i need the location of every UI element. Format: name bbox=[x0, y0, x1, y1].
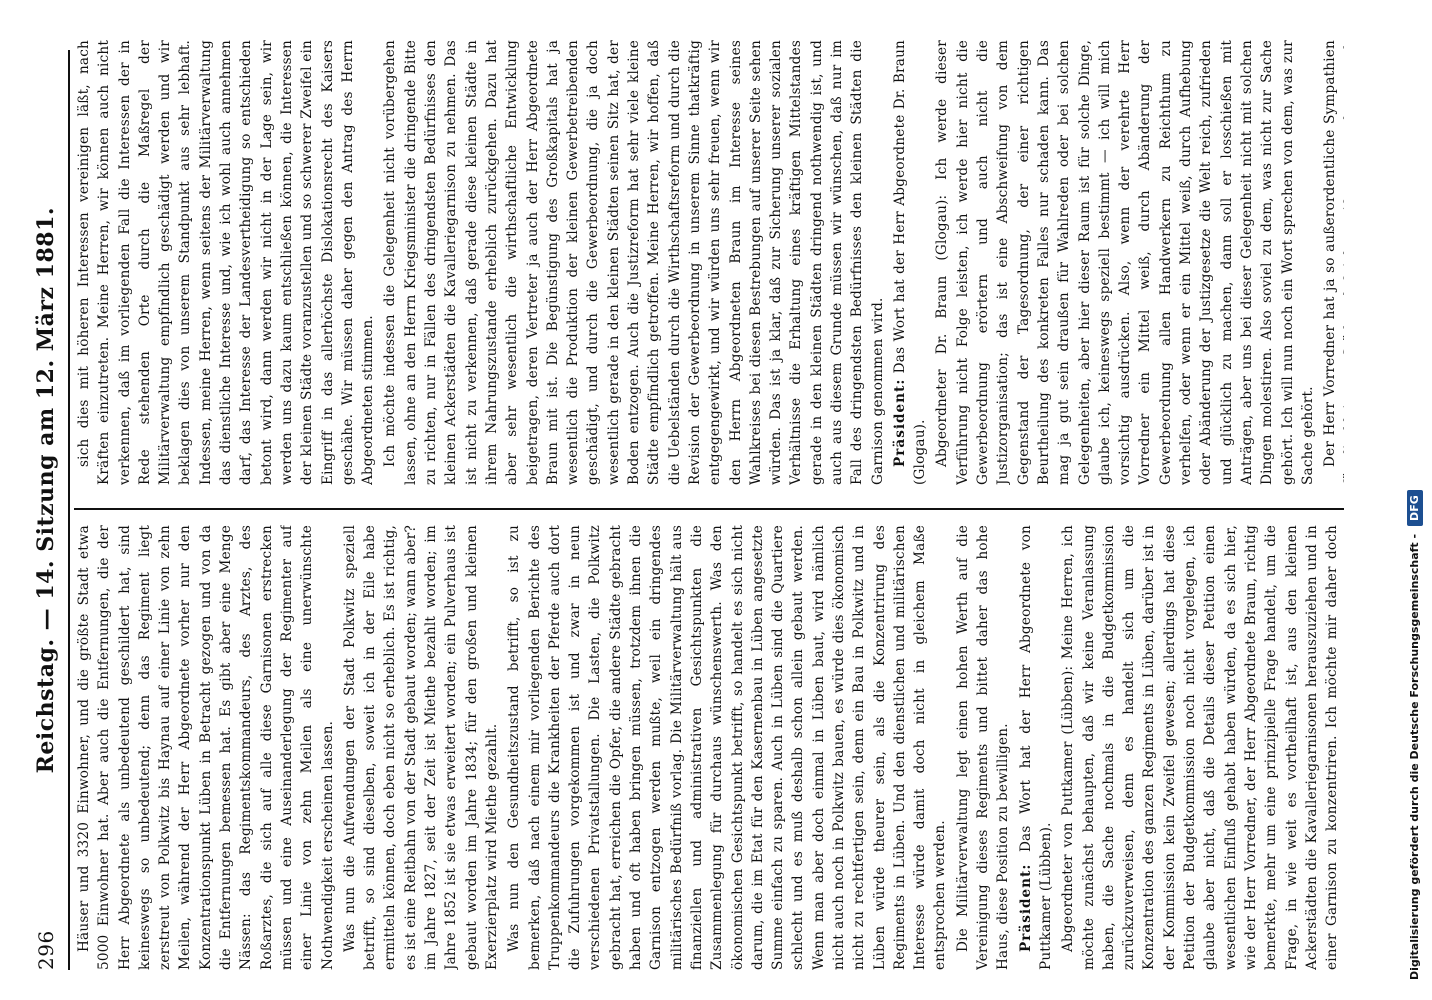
page-number: 296 bbox=[34, 930, 58, 970]
funding-note bbox=[1404, 20, 1426, 980]
paragraph: Was nun die Aufwendungen der Stadt Polkwitz speziell betrifft, so sind dieselben, soweit ich in der Eile habe ermitteln können, doch eben nicht so erheblich. Es ist richtig, es ist eine Reitbahn von der Stadt gebaut worden; wann aber? im Jahre 1827, seit der Zeit ist Miethe bezahlt worden; im Jahre 1852 ist sie etwas erweitert worden; ein Pulverhaus ist gebaut worden im Jahre 1834; für den großen und kleinen Exerzierplatz wird Miethe gezahlt. bbox=[341, 525, 500, 970]
president-label: Präsident: bbox=[891, 378, 908, 467]
paragraph: Häuser und 3320 Einwohner, und die größte Stadt etwa 5000 Einwohner hat. Aber auch die Entfernungen, die der Herr Abgeordnete als unbedeutend geschildert hat, sind keineswegs so unbedeutend; denn das Regiment liegt zerstreut von Polkwitz bis Haynau auf einer Linie von zehn Meilen, während der Herr Abgeordnete vorher nur den Konzentrationspunkt Lüben in Betracht gezogen und von da die Entfernungen bemessen hat. Es gibt aber eine Menge Nässen: das Regimentskommandeurs, des Arztes, des Roßarztes, die sich auf alle diese Garnisonen erstrecken müssen und eine Auseinanderlegung der Regimenter auf einer Linie von zehn Meilen als eine unerwünschte Nothwendigkeit erscheinen lassen. bbox=[76, 525, 336, 970]
paragraph: Der Herr Vorredner hat ja so außerordentliche Sympathien bbox=[1322, 40, 1339, 467]
paragraph: Ich möchte indessen die Gelegenheit nicht vorübergehen lassen, ohne an den Herrn Kriegsminister die dringende Bitte zu richten, nur in Fällen des dringendsten Bedürfnisses den kleinen Ackerstädten die Kavalleriegarnison zu nehmen. Das ist nicht zu verkennen, daß gerade diese kleinen Städte in ihrem Nahrungszustande erheblich zurückgehen. Dazu hat aber sehr wesentlich die wirthschaftliche Entwicklung beigetragen, deren Vertreter ja auch der Herr Abgeordnete Braun mit ist. Die Begünstigung des Großkapitals hat ja wesentlich die Produktion der kleinen Gewerbetreibenden geschädigt, und durch die Gewerbeordnung, die ja doch wesentlich gerade in den kleinen Städten seinen Sitz hat, der Boden entzogen. Auch die Justizreform hat sehr viele kleine Städte empfindlich getroffen. Meine Herren, wir hoffen, daß die Uebelständen durch die Wirthschaftsreform und durch die Revision der Gewerbeordnung in unserem Sinne thatkräftig entgegengewirkt, und wir würden uns sehr freuen, wenn wir den Herrn Abgeordneten Braun im Interesse seines Wahlkreises bei diesen Bestrebungen auf unserer Seite sehen würden. Das ist ja klar, daß zur Sicherung unserer sozialen Verhältnisse die Erhaltung eines kräftigen Mittelstandes gerade in den kleinen Städten dringend nothwendig ist, und auch aus diesem Grunde müssen wir wünschen, daß nur im Fall des dringendsten Bedürfnisses den kleinen Städten die Garnison genommen wird. bbox=[382, 40, 886, 485]
header-rule bbox=[68, 50, 70, 970]
president-text: Das Wort hat der Herr Abgeordnete von Puttkamer (Lübben). bbox=[1017, 525, 1054, 970]
funding-text: Digitalisierung gefördert durch die Deutsche Forschungsgemeinschaft - bbox=[1408, 533, 1421, 980]
paragraph: Die Militärverwaltung legt einen hohen Werth auf die Vereinigung dieses Regiments und bittet daher das hohe Haus, diese Position zu bewilligen. bbox=[954, 525, 1012, 970]
president-paragraph bbox=[1016, 525, 1057, 970]
left-column bbox=[74, 525, 1344, 970]
president-text: Das Wort hat der Herr Abgeordnete Dr. Braun (Glogau). bbox=[891, 40, 929, 485]
column-rule bbox=[74, 508, 1344, 510]
dfg-logo: DFG bbox=[1407, 490, 1423, 526]
right-column bbox=[74, 40, 1344, 485]
paragraph: Was nun den Gesundheitszustand betrifft, so ist zu bemerken, daß nach einem mir vorliegenden Berichte des Truppenkommandeurs die Krankheiten der Pferde auch dort die Zufuhrungen vorgekommen ist und zwar in neun verschiedenen Privatstallungen. Die Lasten, die Polkwitz gebracht hat, erreichen die Opfer, die andere Städte gebracht haben und oft haben bringen müssen, trotzdem ihnen die Garnison entzogen werden mußte, weil ein dringendes militärisches Bedürfniß vorlag. Die Militärverwaltung hält aus finanziellen und administrativen Gesichtspunkten die Zusammenlegung für durchaus wünschenswerth. Was den ökonomischen Gesichtspunkt betrifft, so handelt es sich nicht darum, die im Etat für den Kasernenbau in Lüben angesetzte Summe einfach zu sparen. Auch in Lüben sind die Quartiere schlecht und es muß deshalb schon allein gebaut werden. Wenn man aber doch einmal in Lüben baut, wird nämlich nicht auch noch in Polkwitz bauen, es würde dies ökonomisch nicht zu rechtfertigen sein, denn ein Bau in Polkwitz und in Lüben würde theurer sein, als die Konzentrirung des Regiments in Lüben. Und den dienstlichen und militärischen Interesse würde damit doch nicht in gleichem Maße entsprochen werden. bbox=[506, 525, 949, 970]
president-label: Präsident: bbox=[1017, 863, 1034, 952]
paragraph: sich dies mit höheren Interessen vereinigen läßt, nach Kräften einzutreten. Meine Herren, wir können auch nicht verkennen, daß im vorliegenden Fall die Interessen der in Rede stehenden Orte durch die Maßregel der Militärverwaltung empfindlich geschädigt werden und wir beklagen dies von unserem Standpunkt aus sehr lebhaft. Indessen, meine Herren, wenn seitens der Militärverwaltung das dienstliche Interesse und, wie ich wohl auch annehmen darf, das Interesse der Landesvertheidigung so entschieden betont wird, dann werden wir nicht in der Lage sein, wir werden uns dazu kaum entschließen können, die Interessen der kleinen Städte voranzustellen und so schwerer Zweifel ein Eingriff in das allerhöchste Dislokationsrecht des Kaisers geschähe. Wir müssen daher gegen den Antrag des Herrn Abgeordneten stimmen. bbox=[76, 40, 377, 485]
paragraph: Abgeordneter von Puttkamer (Lübben): Meine Herren, ich möchte zunächst behaupten, daß wir keine Veranlassung haben, die Sache nochmals in die Budgetkommission zurückzuverweisen, denn es handelt sich um die Konzentration des ganzen Regiments in Lüben, darüber ist in der Kommission kein Zweifel gewesen; allerdings hat diese Petition der Budgetkommission noch nicht vorgelegen, ich glaube aber nicht, daß die Details dieser Petition einen wesentlichen Einfluß gehabt haben würden, da es sich hier, wie der Herr Vorredner, der Herr Abgeordnete Braun, richtig bemerkte, mehr um eine prinzipielle Frage handelt, um die Frage, in wie weit es vortheilhaft ist, aus den kleinen Ackerstädten die Kavalleriegarnisonen herauszuziehen und in einer Garnison zu konzentriren. Ich möchte mir daher doch bbox=[1060, 525, 1341, 970]
page-header bbox=[26, 50, 66, 970]
paragraph: Abgeordneter Dr. Braun (Glogau): Ich werde dieser Verführung nicht Folge leisten, ich werde hier nicht die Gewerbeordnung erörtern und auch nicht die Justizorganisation; das ist eine Abschweifung von dem Gegenstand der Tagesordnung, der einer richtigen Beurtheilung des konkreten Falles nur schaden kann. Das mag ja gut sein draußen für Wahlreden oder bei solchen Gelegenheiten, aber hier dieser Raum ist für solche Dinge, glaube ich, keineswegs speziell bestimmt — ich will mich vorsichtig ausdrücken. Also, wenn der verehrte Herr Vorredner ein Mittel weiß, durch Abänderung der Gewerbeordnung allen Handwerkern zu Reichthum zu verhelfen, oder wenn er ein Mittel weiß, durch Aufhebung oder Abänderung der Justizgesetze die Welt reich, zufrieden und glücklich zu machen, dann soll er losschießen mit Anträgen, aber uns bei dieser Gelegenheit nicht mit solchen Dingen molestiren. Also soviel zu dem, was nicht zur Sache gehört. Ich will nun noch ein Wort sprechen von dem, was zur Sache gehört. bbox=[934, 40, 1316, 485]
president-paragraph bbox=[890, 40, 931, 485]
running-head: Reichstag. — 14. Sitzung am 12. März 1881. bbox=[33, 206, 59, 774]
